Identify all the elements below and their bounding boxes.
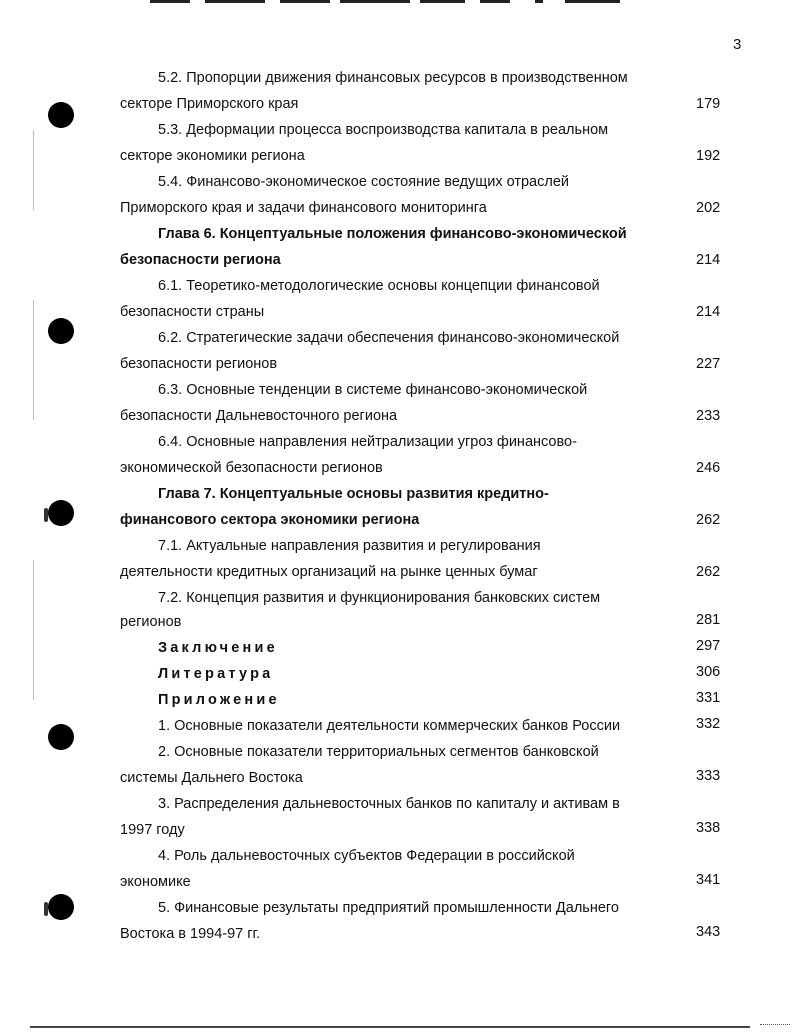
toc-entry-page: 246	[696, 460, 721, 476]
toc-entry-title-line2: безопасности Дальневосточного региона	[120, 408, 398, 424]
punch-hole	[48, 500, 74, 526]
toc-entry-page: 262	[696, 564, 721, 580]
toc-entry-page: 281	[696, 612, 721, 628]
toc-appendix-title-line1: 3. Распределения дальневосточных банков по капиталу и активам в	[158, 796, 620, 812]
bottom-scan-line	[30, 1026, 750, 1028]
toc-entry-title-line1: 5.3. Деформации процесса воспроизводства капитала в реальном	[158, 122, 609, 138]
toc-section-page: 331	[696, 690, 721, 706]
toc-section-title: Приложение	[158, 692, 280, 708]
toc-entry-page: 233	[696, 408, 721, 424]
scan-margin-mark	[33, 130, 34, 210]
toc-appendix-title-line1: 4. Роль дальневосточных субъектов Федерации в российской	[158, 848, 575, 864]
punch-hole	[48, 724, 74, 750]
toc-entry-page: 214	[696, 304, 721, 320]
scan-margin-mark	[33, 560, 34, 700]
toc-appendix-page: 338	[696, 820, 721, 836]
punch-hole-edge	[44, 508, 48, 522]
toc-entry-title-line2: секторе экономики региона	[120, 148, 305, 164]
toc-appendix-title-line2: системы Дальнего Востока	[120, 770, 303, 786]
scan-margin-mark	[33, 300, 34, 420]
top-scan-artifact	[150, 0, 620, 4]
bottom-scan-dots	[760, 1024, 790, 1026]
toc-entry-title-line1: 6.4. Основные направления нейтрализации угроз финансово-	[158, 434, 577, 450]
toc-appendix-page: 343	[696, 924, 721, 940]
punch-hole-edge	[44, 902, 48, 916]
toc-entry-title-line2: регионов	[120, 614, 182, 630]
toc-entry-title-line1: 6.2. Стратегические задачи обеспечения финансово-экономической	[158, 330, 620, 346]
toc-appendix-title-line2: Востока в 1994-97 гг.	[120, 926, 261, 942]
toc-appendix-title-line2: 1997 году	[120, 822, 185, 838]
punch-hole	[48, 894, 74, 920]
toc-chapter-title-line1: Глава 7. Концептуальные основы развития кредитно-	[158, 486, 549, 502]
toc-appendix-title-line2: экономике	[120, 874, 191, 890]
toc-entry-title-line2: экономической безопасности регионов	[120, 460, 383, 476]
toc-chapter-page: 262	[696, 512, 721, 528]
toc-entry-title-line2: деятельности кредитных организаций на рынке ценных бумаг	[120, 564, 538, 580]
toc-chapter-page: 214	[696, 252, 721, 268]
toc-appendix-page: 333	[696, 768, 721, 784]
toc-appendix-page: 341	[696, 872, 721, 888]
toc-chapter-title-line1: Глава 6. Концептуальные положения финансово-экономической	[158, 226, 627, 242]
toc-entry-title-line1: 6.1. Теоретико-методологические основы концепции финансовой	[158, 278, 600, 294]
toc-entry-title-line1: 5.4. Финансово-экономическое состояние ведущих отраслей	[158, 174, 569, 190]
toc-entry-title-line1: 5.2. Пропорции движения финансовых ресурсов в производственном	[158, 70, 628, 86]
toc-chapter-title-line2: финансового сектора экономики региона	[120, 512, 420, 528]
toc-entry-title-line2: безопасности страны	[120, 304, 265, 320]
toc-entry-title-line2: безопасности регионов	[120, 356, 278, 372]
toc-entry-page: 227	[696, 356, 721, 372]
punch-hole	[48, 102, 74, 128]
toc-section-page: 306	[696, 664, 721, 680]
punch-hole	[48, 318, 74, 344]
toc-section-page: 297	[696, 638, 721, 654]
toc-entry-page: 192	[696, 148, 721, 164]
toc-section-title: Литература	[158, 666, 274, 682]
toc-entry-title-line2: секторе Приморского края	[120, 96, 299, 112]
toc-appendix-page: 332	[696, 716, 721, 732]
toc-appendix-title-line1: 5. Финансовые результаты предприятий промышленности Дальнего	[158, 900, 619, 916]
toc-entry-title-line1: 7.2. Концепция развития и функционирования банковских систем	[158, 590, 601, 606]
toc-entry-page: 202	[696, 200, 721, 216]
toc-appendix-title-line1: 2. Основные показатели территориальных сегментов банковской	[158, 744, 599, 760]
toc-section-title: Заключение	[158, 640, 278, 656]
toc-appendix-title-line1: 1. Основные показатели деятельности коммерческих банков России	[158, 718, 621, 734]
toc-entry-title-line1: 7.1. Актуальные направления развития и регулирования	[158, 538, 541, 554]
page-number: 3	[733, 36, 742, 53]
toc-entry-title-line1: 6.3. Основные тенденции в системе финансово-экономической	[158, 382, 588, 398]
toc-entry-title-line2: Приморского края и задачи финансового мониторинга	[120, 200, 487, 216]
toc-chapter-title-line2: безопасности региона	[120, 252, 281, 268]
toc-entry-page: 179	[696, 96, 721, 112]
